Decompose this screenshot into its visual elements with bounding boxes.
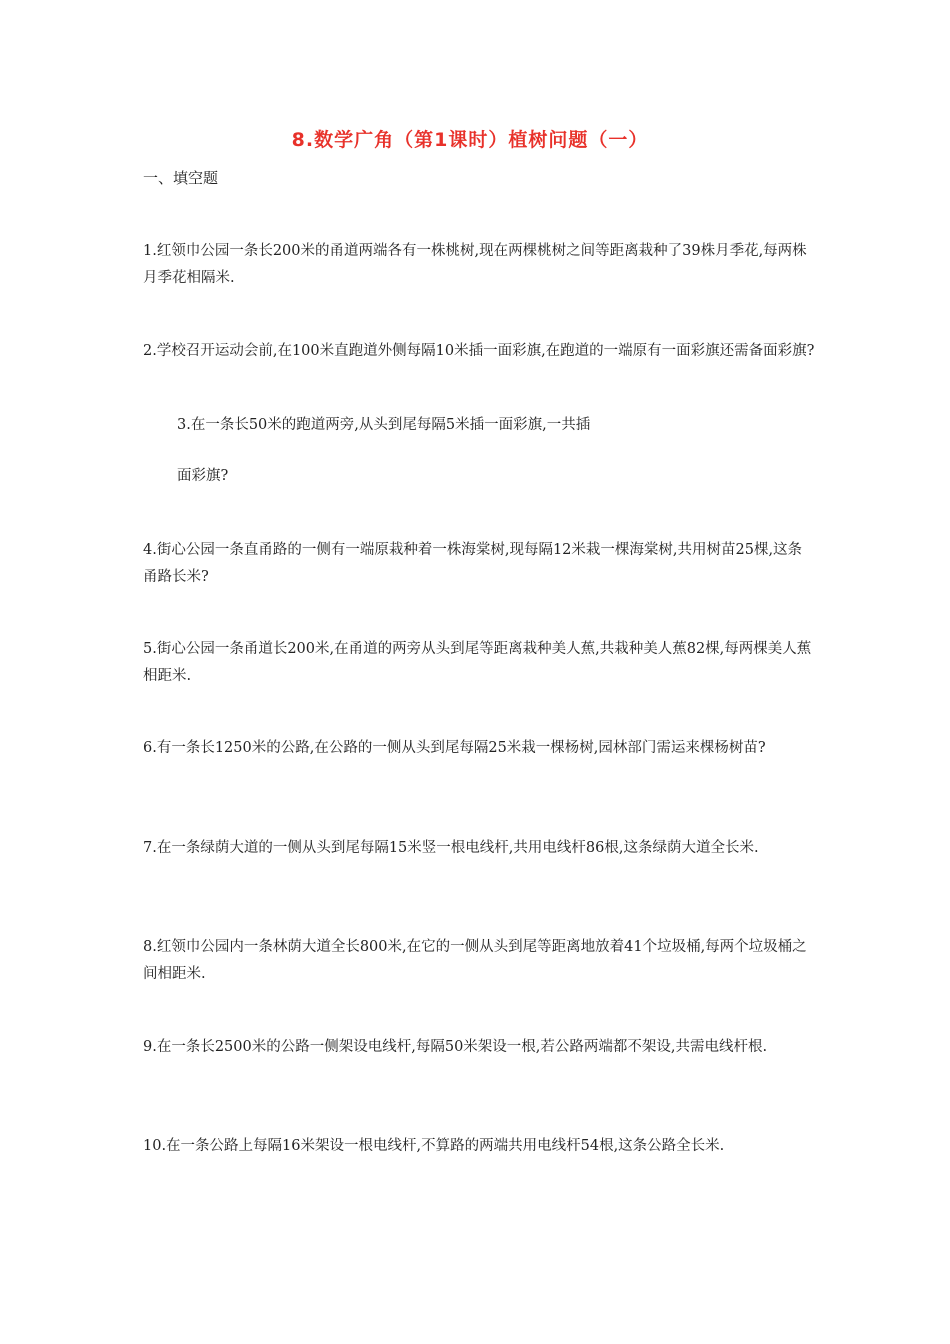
section-heading: 一、填空题 [143,169,219,187]
question-10: 10.在一条公路上每隔16米架设一根电线杆,不算路的两端共用电线杆54根,这条公路全长米. [143,1138,725,1154]
question-4: 4.街心公园一条直甬路的一侧有一端原栽种着一株海棠树,现每隔12米栽一棵海棠树,共用树苗25棵,这条甬路长米? [143,542,803,585]
question-9: 9.在一条长2500米的公路一侧架设电线杆,每隔50米架设一根,若公路两端都不架设,共需电线杆根. [143,1039,768,1055]
question-3-continuation: 面彩旗? [177,468,229,484]
question-5: 5.街心公园一条甬道长200米,在甬道的两旁从头到尾等距离栽种美人蕉,共栽种美人蕉82棵,每两棵美人蕉相距米. [143,641,812,684]
question-1: 1.红领巾公园一条长200米的甬道两端各有一株桃树,现在两棵桃树之间等距离栽种了39株月季花,每两株月季花相隔米. [143,243,807,286]
question-6: 6.有一条长1250米的公路,在公路的一侧从头到尾每隔25米栽一棵杨树,园林部门需运来棵杨树苗? [143,740,766,756]
question-7: 7.在一条绿荫大道的一侧从头到尾每隔15米竖一根电线杆,共用电线杆86根,这条绿荫大道全长米. [143,840,759,856]
question-2: 2.学校召开运动会前,在100米直跑道外侧每隔10米插一面彩旗,在跑道的一端原有一面彩旗还需备面彩旗? [143,343,815,359]
question-8: 8.红领巾公园内一条林荫大道全长800米,在它的一侧从头到尾等距离地放着41个垃圾桶,每两个垃圾桶之间相距米. [143,939,807,982]
page-title: 8.数学广角（第1课时）植树问题（一） [291,129,649,151]
question-3: 3.在一条长50米的跑道两旁,从头到尾每隔5米插一面彩旗,一共插 [177,417,591,433]
